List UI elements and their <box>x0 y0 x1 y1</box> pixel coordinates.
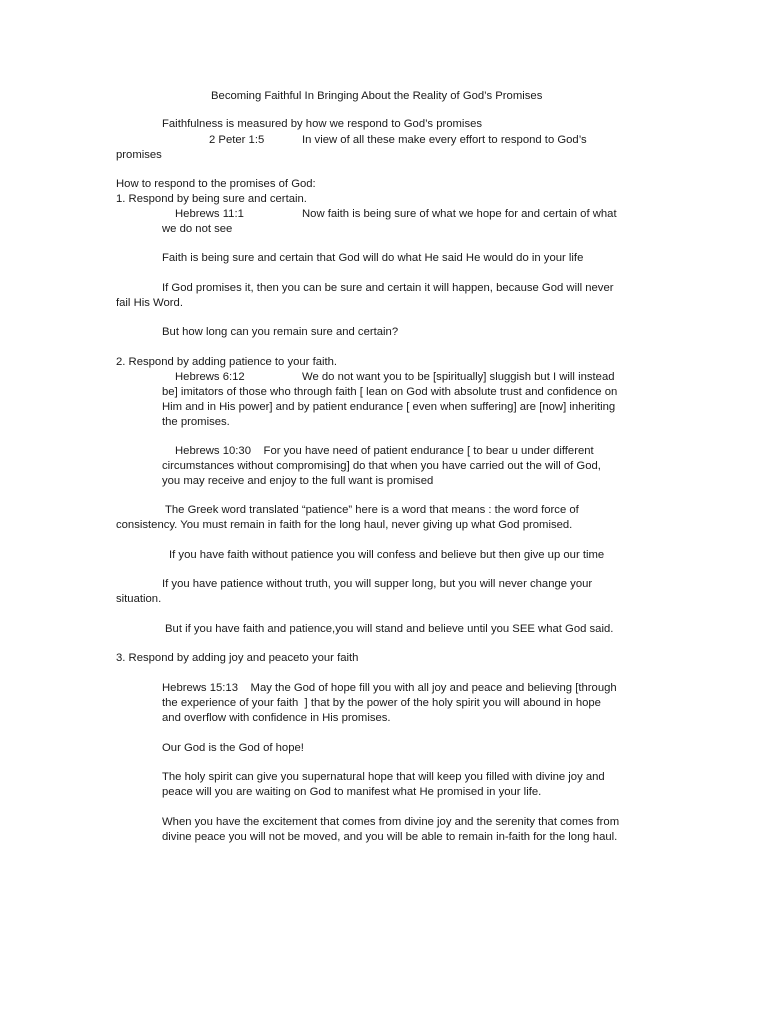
point2-verse2-cont: circumstances without compromising] do that when you have carried out the will of God, <box>162 460 601 472</box>
point2-verse2-cont: you may receive and enjoy to the full want is promised <box>162 475 434 487</box>
intro-ref: 2 Peter 1:5 <box>209 134 265 146</box>
point1-paragraph: If God promises it, then you can be sure and certain it will happen, because God will never <box>162 282 614 294</box>
point2-paragraph-cont: consistency. You must remain in faith for the long haul, never giving up what God promised. <box>116 519 573 531</box>
point2-paragraph-cont: situation. <box>116 593 162 605</box>
point3-paragraph: When you have the excitement that comes from divine joy and the serenity that comes from <box>162 816 620 828</box>
point2-heading: 2. Respond by adding patience to your faith. <box>116 356 338 368</box>
point3-paragraph: Our God is the God of hope! <box>162 742 304 754</box>
point2-verse-cont: the promises. <box>162 416 230 428</box>
point1-question: But how long can you remain sure and certain? <box>162 326 399 338</box>
point1-verse: Now faith is being sure of what we hope for and certain of what <box>302 208 617 220</box>
point1-verse-cont: we do not see <box>162 223 233 235</box>
point1-heading: 1. Respond by being sure and certain. <box>116 193 307 205</box>
point3-paragraph: The holy spirit can give you supernatural hope that will keep you filled with divine joy and <box>162 771 605 783</box>
point2-paragraph: If you have faith without patience you will confess and believe but then give up our time <box>169 549 605 561</box>
point1-paragraph-cont: fail His Word. <box>116 297 183 309</box>
point3-verse-cont: and overflow with confidence in His promises. <box>162 712 391 724</box>
point2-paragraph: The Greek word translated “patience” here is a word that means : the word force of <box>165 504 579 516</box>
point2-paragraph: If you have patience without truth, you will supper long, but you will never change your <box>162 578 593 590</box>
point3-verse: Hebrews 15:13 May the God of hope fill you with all joy and peace and believing [through <box>162 682 617 694</box>
point3-paragraph-cont: divine peace you will not be moved, and you will be able to remain in-faith for the long haul. <box>162 831 618 843</box>
point2-paragraph: But if you have faith and patience,you will stand and believe until you SEE what God said. <box>165 623 614 635</box>
point2-ref: Hebrews 6:12 <box>175 371 245 383</box>
page-title: Becoming Faithful In Bringing About the Reality of God’s Promises <box>211 90 543 102</box>
intro-verse-cont: promises <box>116 149 162 161</box>
point3-paragraph-cont: peace will you are waiting on God to manifest what He promised in your life. <box>162 786 542 798</box>
point3-heading: 3. Respond by adding joy and peaceto your faith <box>116 652 359 664</box>
point2-verse-cont: Him and in His power] and by patient endurance [ even when suffering] are [now] inheriting <box>162 401 616 413</box>
intro-statement: Faithfulness is measured by how we respond to God’s promises <box>162 118 483 130</box>
point1-paragraph: Faith is being sure and certain that God will do what He said He would do in your life <box>162 252 584 264</box>
point2-verse: We do not want you to be [spiritually] sluggish but I will instead <box>302 371 615 383</box>
point1-ref: Hebrews 11:1 <box>175 208 244 220</box>
point2-verse2: Hebrews 10:30 For you have need of patient endurance [ to bear u under different <box>175 445 594 457</box>
how-heading: How to respond to the promises of God: <box>116 178 316 190</box>
intro-verse: In view of all these make every effort to respond to God’s <box>302 134 587 146</box>
point2-verse-cont: be] imitators of those who through faith [ lean on God with absolute trust and confidence on <box>162 386 618 398</box>
point3-verse-cont: the experience of your faith ] that by the power of the holy spirit you will abound in hope <box>162 697 601 709</box>
